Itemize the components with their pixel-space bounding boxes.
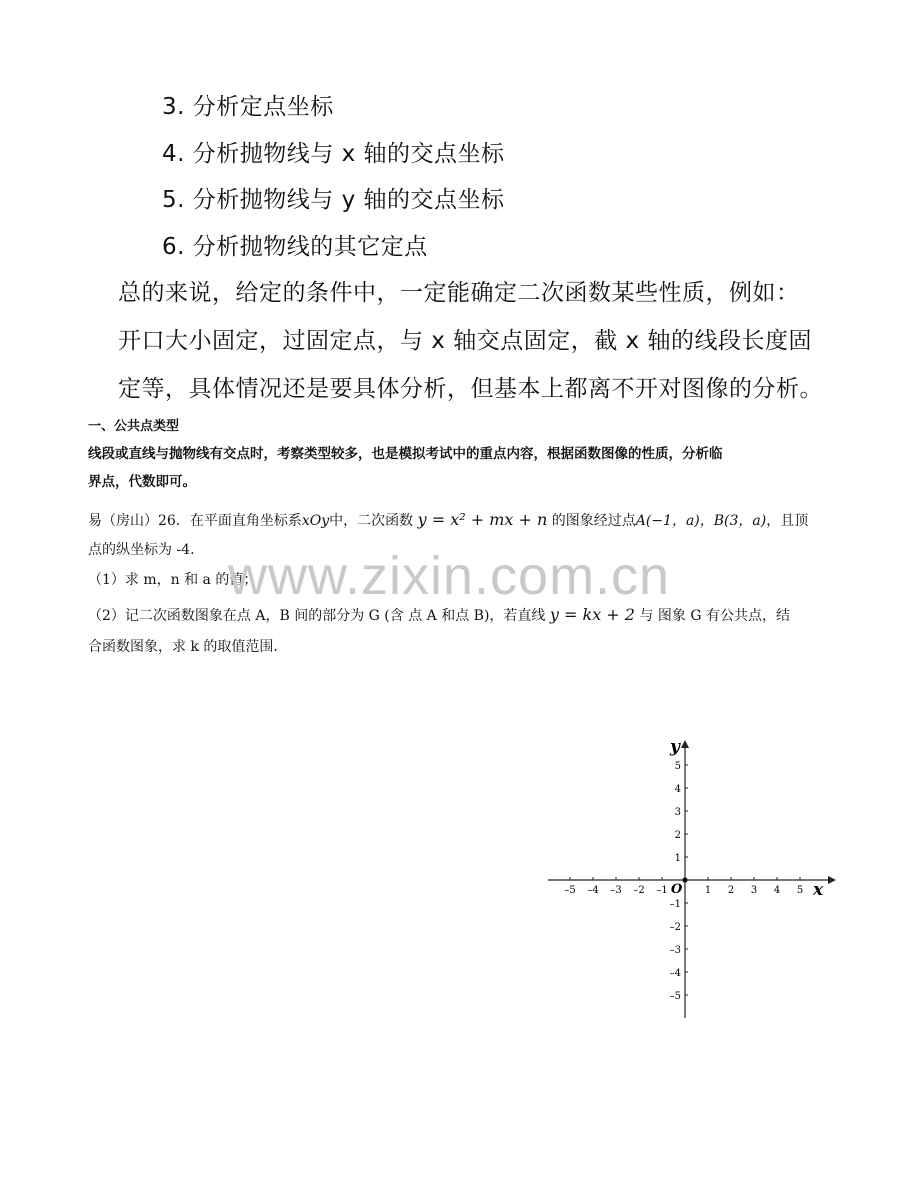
problem-line-1: [88, 505, 808, 536]
origin-point: [682, 877, 687, 882]
problem-line-equation: y = kx + 2: [549, 605, 635, 624]
x-tick-label: –3: [610, 885, 622, 896]
origin-label: O: [671, 882, 683, 897]
x-tick-label: 1: [704, 885, 712, 896]
x-tick-label: 4: [773, 885, 781, 896]
outline-item-3: [162, 88, 334, 121]
x-tick-label: –1: [656, 885, 668, 896]
outline-item-6-text: 分析抛物线的其它定点: [192, 234, 428, 260]
outline-item-5-number: 5.: [162, 187, 185, 213]
watermark: www.zixin.com.cn: [228, 546, 671, 606]
x-tick-label: 5: [796, 885, 804, 896]
summary-line-2: 开口大小固定，过固定点，与 x 轴交点固定，截 x 轴的线段长度固: [118, 328, 812, 354]
y-tick-label: –3: [669, 945, 681, 956]
section-heading: 一、公共点类型: [88, 419, 180, 434]
x-tick-label: 3: [750, 885, 758, 896]
problem-part-2a: （2）记二次函数图象在点 A，B 间的部分为 G (含 点 A 和点 B)，若直线: [88, 608, 546, 624]
x-tick-label: –2: [633, 885, 645, 896]
outline-item-6: [162, 228, 428, 261]
y-tick-label: 1: [674, 853, 681, 864]
y-tick-label: –1: [669, 899, 681, 910]
x-tick-label: –4: [587, 885, 599, 896]
coordinate-graph: [540, 730, 840, 1025]
problem-tail-1: ，且顶: [766, 513, 809, 529]
problem-mid-1: 中，二次函数: [329, 513, 414, 529]
outline-item-4-text: 分析抛物线与 x 轴的交点坐标: [192, 141, 505, 167]
problem-part-2-cont: 合函数图象，求 k 的取值范围.: [88, 639, 278, 655]
y-tick-label: 4: [674, 784, 681, 795]
section-intro-line-2: 界点，代数即可。: [88, 474, 196, 490]
y-tick-label: 5: [674, 761, 681, 772]
summary-line-1: 总的来说，给定的条件中，一定能确定二次函数某些性质，例如：: [118, 280, 800, 306]
outline-item-5-text: 分析抛物线与 y 轴的交点坐标: [192, 187, 505, 213]
problem-part-1: （1）求 m，n 和 a 的值；: [88, 572, 258, 588]
y-axis-arrow: [681, 740, 689, 748]
problem-source: 易（房山）26．在平面直角坐标系: [88, 513, 302, 529]
x-axis-label: x: [813, 880, 824, 900]
y-tick-label: 2: [674, 830, 681, 841]
summary-line-3: 定等，具体情况还是要具体分析，但基本上都离不开对图像的分析。: [118, 376, 823, 402]
problem-mid-2: 的图象经过点: [551, 513, 636, 529]
outline-item-3-number: 3.: [162, 94, 185, 120]
y-tick-label: 3: [674, 807, 681, 818]
section-intro-line-1: 线段或直线与抛物线有交点时，考察类型较多，也是模拟考试中的重点内容，根据函数图像的性质，分析临: [88, 446, 723, 462]
y-tick-label: –2: [669, 922, 681, 933]
outline-item-6-number: 6.: [162, 234, 185, 260]
outline-item-3-text: 分析定点坐标: [192, 94, 334, 120]
outline-item-4: [162, 135, 505, 168]
graph-axes: [548, 740, 836, 1018]
problem-points: A(−1，a)，B(3，a): [635, 513, 767, 529]
outline-item-5: [162, 181, 505, 214]
y-tick-label: –4: [669, 968, 681, 979]
x-tick-label: –5: [564, 885, 576, 896]
problem-xoy: xOy: [301, 513, 330, 529]
outline-item-4-number: 4.: [162, 141, 185, 167]
x-tick-label: 2: [727, 885, 735, 896]
x-axis-arrow: [828, 876, 836, 884]
y-axis-label: y: [670, 737, 680, 757]
problem-function: y = x² + mx + n: [417, 510, 548, 529]
y-tick-label: –5: [669, 991, 681, 1002]
problem-line-2: 点的纵坐标为 -4.: [88, 542, 195, 558]
problem-part-2b: 与 图象 G 有公共点，结: [639, 608, 790, 624]
